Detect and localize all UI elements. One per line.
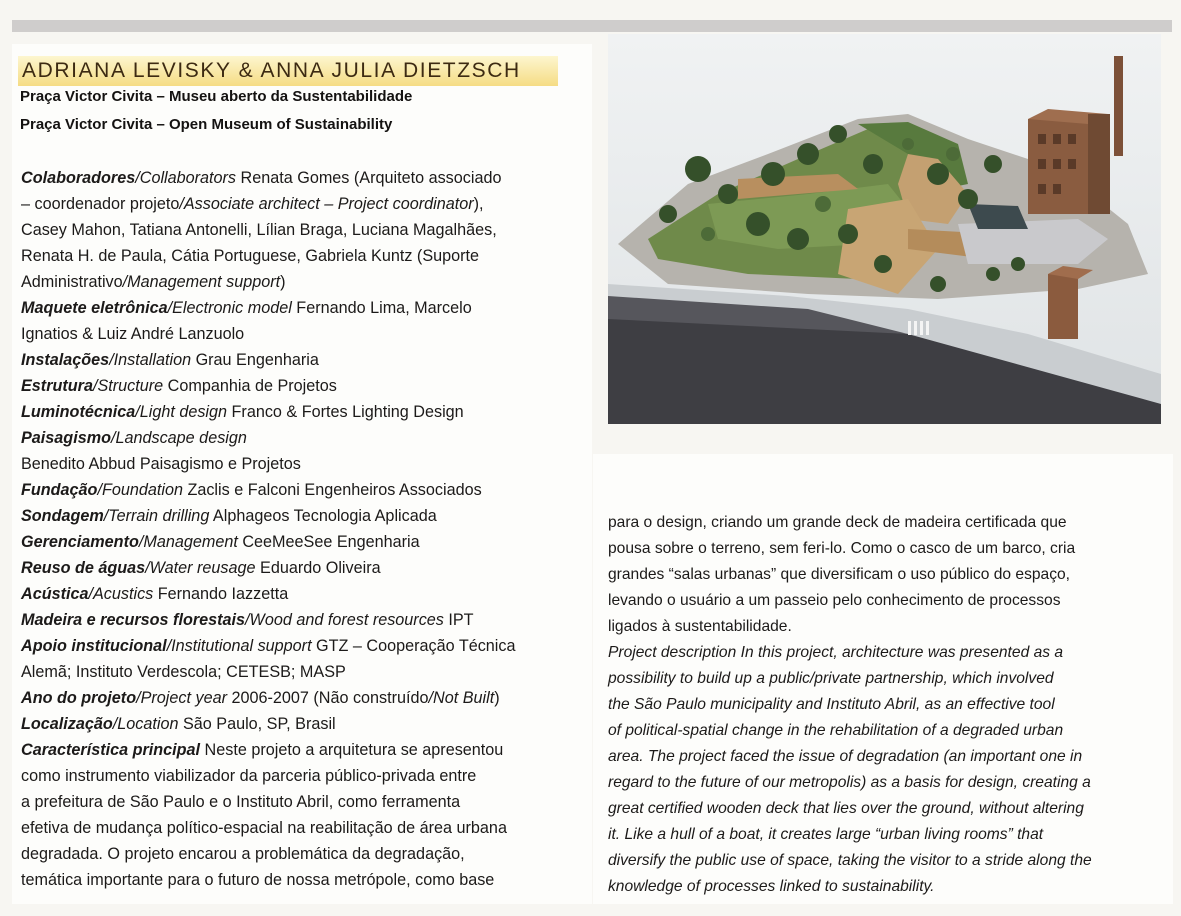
description-en-line: great certified wooden deck that lies over the ground, without altering <box>608 800 1084 817</box>
credit-collaborators: Colaboradores/Collaborators Renata Gomes (Arquiteto associado <box>21 169 502 187</box>
credit-foundation: Fundação/Foundation Zaclis e Falconi Engenheiros Associados <box>21 481 482 499</box>
continuation-line: grandes “salas urbanas” que diversificam o uso público do espaço, <box>608 566 1071 583</box>
credit-management: Gerenciamento/Management CeeMeeSee Engenharia <box>21 533 420 551</box>
credit-light-design: Luminotécnica/Light design Franco & Fortes Lighting Design <box>21 403 464 421</box>
credit-project-year: Ano do projeto/Project year 2006-2007 (Não construído/Not Built) <box>21 689 500 707</box>
description-en-line: Project description In this project, architecture was presented as a <box>608 644 1064 661</box>
rendering-image <box>608 34 1161 424</box>
credit-collaborators-line-3: Casey Mahon, Tatiana Antonelli, Lílian Braga, Luciana Magalhães, <box>21 221 497 239</box>
credit-institutional-support-line-2: Alemã; Instituto Verdescola; CETESB; MASP <box>21 663 346 681</box>
credit-collaborators-line-2: – coordenador projeto/Associate architect – Project coordinator), <box>21 195 484 213</box>
architects-heading: ADRIANA LEVISKY & ANNA JULIA DIETZSCH <box>18 56 558 86</box>
description-column <box>608 510 1163 900</box>
architectural-rendering <box>608 34 1161 424</box>
credit-structure: Estrutura/Structure Companhia de Projetos <box>21 377 337 395</box>
main-feature-line: efetiva de mudança político-espacial na reabilitação de área urbana <box>21 819 507 837</box>
credit-acoustics: Acústica/Acustics Fernando Iazzetta <box>21 585 289 603</box>
credits-block <box>21 165 581 893</box>
continuation-line: levando o usuário a um passeio pelo conhecimento de processos <box>608 592 1061 609</box>
description-en-line: possibility to build up a public/private partnership, which involved <box>608 670 1054 687</box>
description-en-line: of political-spatial change in the rehabilitation of a degraded urban <box>608 722 1064 739</box>
credit-terrain-drilling: Sondagem/Terrain drilling Alphageos Tecnologia Aplicada <box>21 507 437 525</box>
description-en-line: diversify the public use of space, taking the visitor to a stride along the <box>608 852 1092 869</box>
description-en-line: knowledge of processes linked to sustainability. <box>608 878 935 895</box>
credit-collaborators-line-5: Administrativo/Management support) <box>21 273 286 291</box>
description-en-line: area. The project faced the issue of degradation (an important one in <box>608 748 1083 765</box>
main-feature-line: temática importante para o futuro de nossa metrópole, como base <box>21 871 495 889</box>
project-title-en: Praça Victor Civita – Open Museum of Sustainability <box>20 116 393 133</box>
credit-electronic-model-line-2: Ignatios & Luiz André Lanzuolo <box>21 325 245 343</box>
main-feature-line: degradada. O projeto encarou a problemática da degradação, <box>21 845 465 863</box>
main-feature-line: como instrumento viabilizador da parceria público-privada entre <box>21 767 477 785</box>
credit-landscape-design: Paisagismo/Landscape design <box>21 429 247 447</box>
credit-wood-resources: Madeira e recursos florestais/Wood and forest resources IPT <box>21 611 474 629</box>
credit-electronic-model: Maquete eletrônica/Electronic model Fernando Lima, Marcelo <box>21 299 472 317</box>
continuation-line: para o design, criando um grande deck de madeira certificada que <box>608 514 1067 531</box>
main-feature-line: a prefeitura de São Paulo e o Instituto Abril, como ferramenta <box>21 793 461 811</box>
credit-location: Localização/Location São Paulo, SP, Brasil <box>21 715 336 733</box>
credit-collaborators-line-4: Renata H. de Paula, Cátia Portuguese, Gabriela Kuntz (Suporte <box>21 247 480 265</box>
credit-water-reusage: Reuso de águas/Water reusage Eduardo Oliveira <box>21 559 381 577</box>
description-en-line: the São Paulo municipality and Instituto Abril, as an effective tool <box>608 696 1055 713</box>
description-en-line: regard to the future of our metropolis) as a basis for design, creating a <box>608 774 1091 791</box>
credit-landscape-design-line-2: Benedito Abbud Paisagismo e Projetos <box>21 455 301 473</box>
credit-installation: Instalações/Installation Grau Engenharia <box>21 351 319 369</box>
description-en-line: it. Like a hull of a boat, it creates large “urban living rooms” that <box>608 826 1044 843</box>
credit-institutional-support: Apoio institucional/Institutional support GTZ – Cooperação Técnica <box>21 637 516 655</box>
project-title-pt: Praça Victor Civita – Museu aberto da Sustentabilidade <box>20 88 413 105</box>
top-divider-bar <box>12 20 1172 32</box>
main-feature-paragraph: Característica principal Neste projeto a arquitetura se apresentou <box>21 741 504 759</box>
continuation-line: pousa sobre o terreno, sem feri-lo. Como o casco de um barco, cria <box>608 540 1076 557</box>
continuation-line: ligados à sustentabilidade. <box>608 618 792 635</box>
